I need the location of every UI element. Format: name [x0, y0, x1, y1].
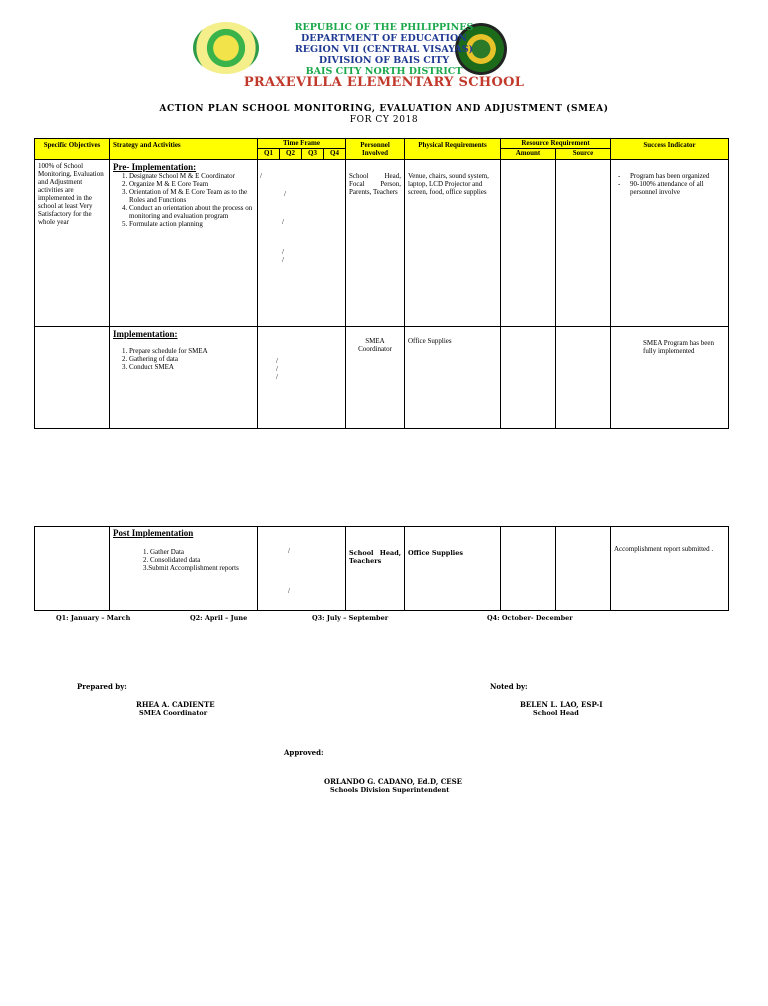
approved-label: Approved:: [284, 748, 324, 757]
list-item: 3. Conduct SMEA: [129, 363, 254, 371]
list-item: 2. Organize M & E Core Team: [129, 180, 254, 188]
prepared-by-label: Prepared by:: [77, 682, 127, 691]
header-department: DEPARTMENT OF EDUCATION: [301, 33, 467, 44]
physical-text: Office Supplies: [405, 527, 501, 611]
col-timeframe: Time Frame: [258, 139, 346, 149]
header-region: REGION VII (CENTRAL VISAYAS): [294, 44, 474, 55]
timeframe-mark: /: [288, 547, 290, 555]
post-implementation-table: [34, 526, 729, 611]
header-district: BAIS CITY NORTH DISTRICT: [305, 66, 463, 77]
col-q2: Q2: [280, 148, 302, 159]
implementation-list: [113, 347, 254, 371]
header-division: DIVISION OF BAIS CITY: [318, 55, 450, 66]
col-strategy: Strategy and Activities: [110, 139, 258, 160]
timeframe-mark: /: [260, 172, 262, 180]
col-success: Success Indicator: [611, 139, 729, 160]
col-source: Source: [556, 148, 611, 159]
col-physical: Physical Requirements: [405, 139, 501, 160]
success-text: Accomplishment report submitted .: [611, 527, 729, 611]
col-amount: Amount: [501, 148, 556, 159]
implementation-heading: Implementation:: [113, 329, 178, 339]
table-row-pre: [35, 160, 729, 327]
noted-by-name: BELEN L. LAO, ESP-I: [520, 700, 603, 709]
list-item: 4. Conduct an orientation about the process on monitoring and evaluation program: [129, 204, 254, 220]
prepared-by-role: SMEA Coordinator: [139, 709, 208, 717]
list-item: - Program has been organized: [614, 172, 725, 180]
success-text: SMEA Program has been fully implemented: [611, 327, 729, 429]
list-item: 2. Gathering of data: [129, 355, 254, 363]
prepared-by-name: RHEA A. CADIENTE: [136, 700, 215, 709]
col-resource: Resource Requirement: [501, 139, 611, 149]
list-item: 5. Formulate action planning: [129, 220, 254, 228]
quarter-legend-q4: Q4: October- December: [487, 614, 573, 622]
timeframe-mark: /: [284, 190, 286, 198]
table-row-implementation: [35, 327, 729, 429]
timeframe-mark: /: [282, 256, 284, 264]
success-list: [614, 172, 725, 196]
physical-text: Office Supplies: [405, 327, 501, 429]
quarter-legend-q1: Q1: January – March: [56, 614, 131, 622]
post-implementation-heading: Post Implementation: [113, 528, 194, 538]
timeframe-mark: /: [276, 365, 278, 373]
timeframe-mark: /: [276, 357, 278, 365]
timeframe-mark: /: [276, 373, 278, 381]
col-personnel: Personnel Involved: [346, 139, 405, 160]
school-name: PRAXEVILLA ELEMENTARY SCHOOL: [243, 75, 525, 90]
col-q3: Q3: [302, 148, 324, 159]
list-item: 3.Submit Accomplishment reports: [143, 564, 239, 572]
list-item: 1. Designate School M & E Coordinator: [129, 172, 254, 180]
approved-name: ORLANDO G. CADANO, Ed.D, CESE: [324, 777, 462, 786]
post-implementation-list: [113, 548, 254, 572]
table-row-post: [35, 527, 729, 611]
noted-by-label: Noted by:: [490, 682, 528, 691]
noted-by-role: School Head: [533, 709, 579, 717]
quarter-legend-q3: Q3: July – September: [312, 614, 389, 622]
timeframe-mark: /: [288, 587, 290, 595]
header-republic: REPUBLIC OF THE PHILIPPINES: [294, 22, 474, 33]
col-q1: Q1: [258, 148, 280, 159]
list-item: 1. Prepare schedule for SMEA: [129, 347, 254, 355]
timeframe-mark: /: [282, 218, 284, 226]
list-item: - 90-100% attendance of all personnel involve: [614, 180, 725, 196]
action-plan-table: [34, 138, 729, 429]
list-item: 2. Consolidated data: [143, 556, 201, 564]
list-item: 1. Gather Data: [143, 548, 185, 556]
quarter-legend-q2: Q2: April – June: [190, 614, 248, 622]
objective-text: 100% of School Monitoring, Evaluation and Adjustment activities are implemented in the school at least Very Satisfactory for the whole year: [35, 160, 110, 327]
col-objectives: Specific Objectives: [35, 139, 110, 160]
personnel-text: SMEA Coordinator: [346, 327, 405, 429]
personnel-text: School Head, Teachers: [346, 527, 405, 611]
physical-text: Venue, chairs, sound system, laptop, LCD Projector and screen, food, office supplies: [405, 160, 501, 327]
personnel-text: School Head, Focal Person, Parents, Teachers: [346, 160, 405, 327]
list-item: 3. Orientation of M & E Core Team as to the Roles and Functions: [129, 188, 254, 204]
pre-implementation-heading: Pre- Implementation:: [113, 162, 197, 172]
document-title: ACTION PLAN SCHOOL MONITORING, EVALUATION AND ADJUSTMENT (SMEA): [159, 104, 609, 114]
document-subtitle: FOR CY 2018: [349, 115, 419, 125]
pre-implementation-list: [113, 172, 254, 228]
col-q4: Q4: [324, 148, 346, 159]
approved-role: Schools Division Superintendent: [330, 786, 450, 794]
timeframe-mark: /: [282, 248, 284, 256]
